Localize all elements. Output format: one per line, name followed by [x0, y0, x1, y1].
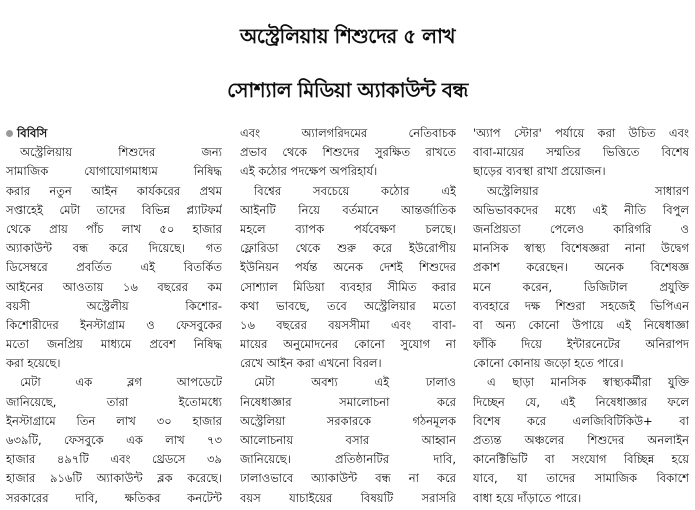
article-line: বাধা হয়ে দাঁড়াতে পারে।	[473, 490, 582, 505]
article-line: মেটা অবশ্য এই ঢালাও	[254, 375, 456, 390]
headline-line-1: অস্ট্রেলিয়ায় শিশুদের ৫ লাখ	[239, 24, 456, 48]
article-line: বা অন্য কোনো উপায়ে এই নিষেধাজ্ঞা	[473, 317, 689, 332]
bullet-icon	[6, 130, 13, 137]
article-line: 'অ্যাপ স্টোর' পর্যায়ে করা উচিত এবং	[473, 126, 689, 140]
article-line: দিচ্ছেন যে, এই নিষেধাজ্ঞার ফলে	[473, 394, 689, 409]
article-line: মায়ের অনুমোদনের কোনো সুযোগ না	[240, 337, 456, 352]
headline-line-2: সোশ্যাল মিডিয়া অ্যাকাউন্ট বন্ধ	[227, 78, 468, 102]
article-line: কানেক্টিভিটি বা সংযোগ বিচ্ছিন্ন হয়ে	[473, 452, 689, 467]
article-line: রেখে আইন করা এখনো বিরল।	[240, 356, 382, 371]
article-line: কোনো কোনায় জড়ো হতে পারে।	[473, 356, 624, 371]
article-line: ফাঁকি দিয়ে ইন্টারনেটের অনিরাপদ	[473, 337, 689, 352]
article-line: প্রকাশ করেছেন। অনেক বিশেষজ্ঞ	[473, 260, 689, 275]
article-line: বিশেষ করে এলজিবিটিকিউ+ বা	[473, 413, 689, 428]
article-line: কিশোরীদের ইনস্টাগ্রাম ও ফেসবুকের	[6, 317, 222, 332]
article-line: ৬৩৯টি, ফেসবুকে এক লাখ ৭৩	[6, 433, 222, 447]
article-line: অ্যাকাউন্ট বন্ধ করে দিয়েছে। গত	[6, 241, 222, 256]
article-line: আইনটি নিয়ে বর্তমানে আন্তর্জাতিক	[240, 202, 456, 217]
article-line: বয়স যাচাইয়ের বিষয়টি সরাসরি	[240, 490, 456, 505]
article-line: আলোচনায় বসার আহ্বান	[240, 433, 456, 447]
article-line: এ ছাড়া মানসিক স্বাস্থ্যকর্মীরা যুক্তি	[487, 375, 689, 390]
source-name: বিবিসি	[17, 126, 48, 140]
article-line: ইনস্টাগ্রামে তিন লাখ ৩০ হাজার	[6, 413, 222, 428]
article-line: সরকারের দাবি, ক্ষতিকর কনটেন্ট	[6, 490, 222, 505]
article-line: বিশ্বের সবচেয়ে কঠোর এই	[254, 183, 456, 198]
article-line: ডিসেম্বরে প্রবর্তিত এই বিতর্কিত	[6, 260, 222, 275]
article-line: মতো জনপ্রিয় মাধ্যমে প্রবেশ নিষিদ্ধ	[6, 337, 222, 352]
article-line: যাবে, যা তাদের সামাজিক বিকাশে	[473, 471, 689, 486]
article-line: জানিয়েছে। প্রতিষ্ঠানটির দাবি,	[240, 452, 456, 467]
article-line: আইনের আওতায় ১৬ বছরের কম	[6, 279, 222, 294]
source-byline	[6, 124, 222, 143]
article-line: মহলে ব্যাপক পর্যবেক্ষণ চলছে।	[240, 221, 456, 236]
article-line: অভিভাবকদের মধ্যে এই নীতি বিপুল	[473, 202, 689, 217]
article-body	[6, 124, 689, 508]
article-line: করা হয়েছে।	[6, 356, 61, 371]
article-line: বয়সী অস্ট্রেলীয় কিশোর-	[6, 298, 222, 313]
article-line: হাজার ৯১৬টি অ্যাকাউন্ট ব্লক করেছে।	[6, 471, 222, 486]
article-line: জনপ্রিয়তা পেলেও কারিগরি ও	[473, 221, 689, 236]
article-line: হাজার ৪৯৭টি এবং থ্রেডসে ৩৯	[6, 452, 222, 467]
article-line: প্রভাব থেকে শিশুদের সুরক্ষিত রাখতে	[240, 145, 456, 160]
article-column-3	[473, 124, 689, 508]
article-line: বাবা-মায়ের সম্মতির ভিত্তিতে বিশেষ	[473, 145, 689, 160]
article-line: ইউনিয়ন পর্যন্ত অনেক দেশই শিশুদের	[240, 260, 456, 275]
article-line: এই কঠোর পদক্ষেপ অপরিহার্য।	[240, 164, 378, 179]
article-line: অস্ট্রেলিয়া সরকারকে গঠনমূলক	[240, 413, 456, 428]
article-line: ঢালাওভাবে অ্যাকাউন্ট বন্ধ না করে	[240, 471, 456, 486]
article-line: অস্ট্রেলিয়ার সাধারণ	[487, 183, 689, 198]
article-line: ব্যবহারে দক্ষ শিশুরা সহজেই ভিপিএন	[473, 298, 689, 313]
article-line: অস্ট্রেলিয়ায় শিশুদের জন্য	[20, 145, 222, 160]
article-line: ছাড়ের ব্যবস্থা রাখা প্রয়োজন।	[473, 164, 606, 179]
article-line: জানিয়েছে, তারা ইতোমধ্যে	[6, 394, 222, 409]
article-line: করার নতুন আইন কার্যকরের প্রথম	[6, 183, 222, 198]
article-line: সামাজিক যোগাযোগমাধ্যম নিষিদ্ধ	[6, 164, 222, 179]
article-line: মেটা এক ব্লগ আপডেটে	[20, 375, 222, 390]
article-line: মানসিক স্বাস্থ্য বিশেষজ্ঞরা নানা উদ্বেগ	[473, 241, 689, 256]
article-line: সপ্তাহেই মেটা তাদের বিভিন্ন প্ল্যাটফর্ম	[6, 202, 222, 217]
article-column-1	[6, 124, 222, 508]
article-line: মনে করেন, ডিজিটাল প্রযুক্তি	[473, 279, 689, 294]
article-column-2	[240, 124, 456, 508]
article-line: ১৬ বছরের বয়সসীমা এবং বাবা-	[240, 317, 456, 332]
article-line: কথা ভাবছে, তবে অস্ট্রেলিয়ার মতো	[240, 298, 456, 313]
article-line: এবং অ্যালগরিদমের নেতিবাচক	[240, 126, 456, 140]
article-line: প্রত্যন্ত অঞ্চলের শিশুদের অনলাইন	[473, 433, 689, 447]
article-line: থেকে প্রায় পাঁচ লাখ ৫০ হাজার	[6, 221, 222, 236]
article-line: ফ্লোরিডা থেকে শুরু করে ইউরোপীয়	[240, 241, 456, 256]
article-line: নিষেধাজ্ঞার সমালোচনা করে	[240, 394, 456, 409]
article-line: সোশ্যাল মিডিয়া ব্যবহার সীমিত করার	[240, 279, 456, 294]
